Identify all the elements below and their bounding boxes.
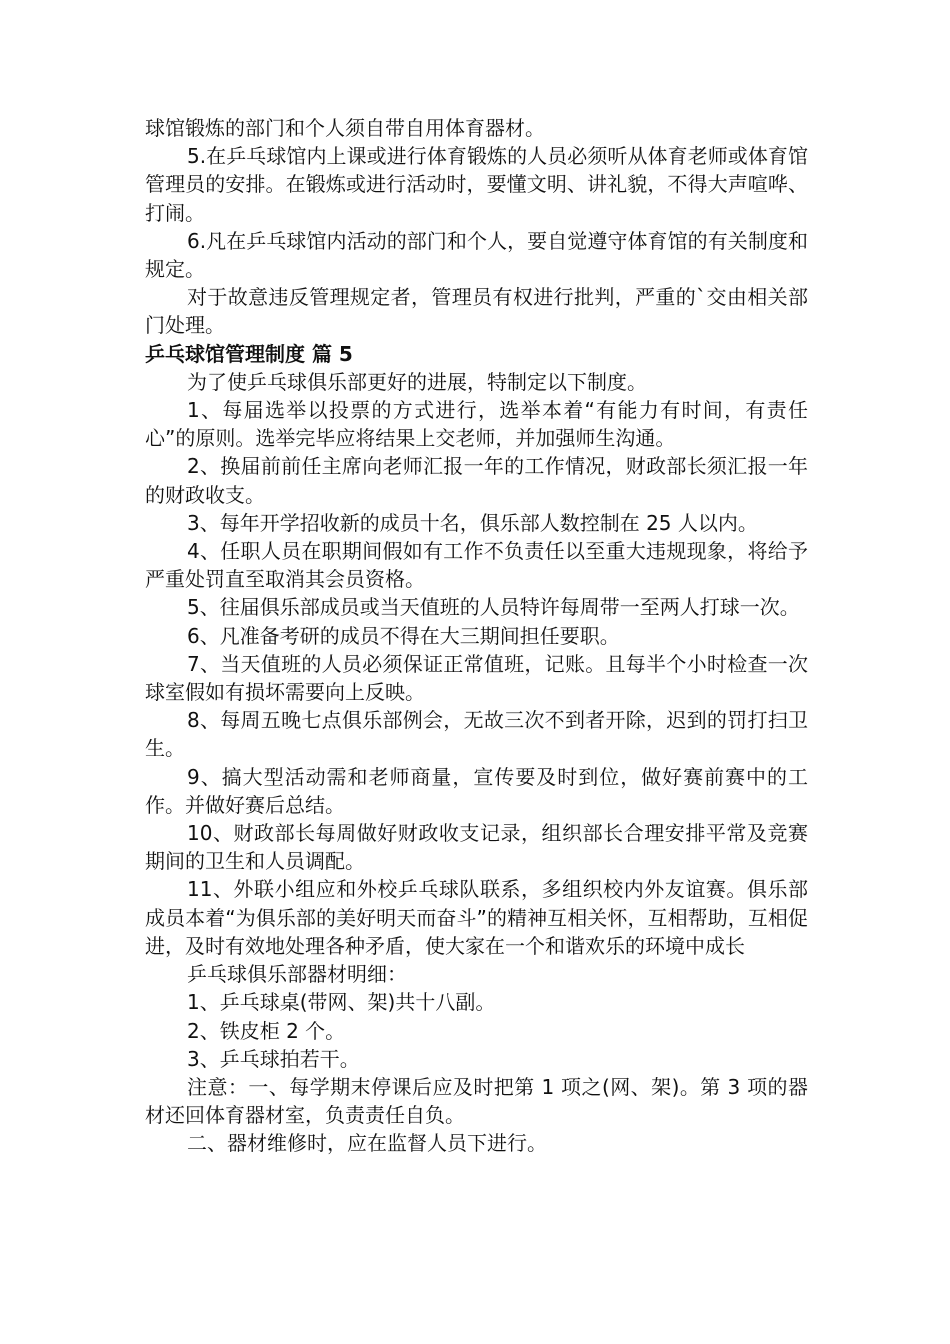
paragraph: 5.在乒乓球馆内上课或进行体育锻炼的人员必须听从体育老师或体育馆管理员的安排。在锻炼或进行活动时，要懂文明、讲礼貌，不得大声喧哗、打闹。 bbox=[145, 144, 808, 225]
paragraph: 6、凡准备考研的成员不得在大三期间担任要职。 bbox=[187, 623, 620, 648]
paragraph: 11、外联小组应和外校乒乓球队联系，多组织校内外友谊赛。俱乐部成员本着“为俱乐部的美好明天而奋斗”的精神互相关怀，互相帮助，互相促进，及时有效地处理各种矛盾，使大家在一个和谐欢乐的环境中成长 bbox=[145, 877, 808, 958]
section-heading: 乒乓球馆管理制度 篇 5 bbox=[145, 341, 353, 366]
document-page bbox=[145, 114, 808, 1158]
paragraph: 2、铁皮柜 2 个。 bbox=[187, 1018, 346, 1043]
paragraph: 3、每年开学招收新的成员十名，俱乐部人数控制在 25 人以内。 bbox=[187, 510, 758, 535]
paragraph: 二、器材维修时，应在监督人员下进行。 bbox=[187, 1131, 547, 1156]
paragraph: 10、财政部长每周做好财政收支记录，组织部长合理安排平常及竞赛期间的卫生和人员调配。 bbox=[145, 821, 808, 874]
paragraph: 球馆锻炼的部门和个人须自带自用体育器材。 bbox=[145, 116, 545, 140]
paragraph: 对于故意违反管理规定者，管理员有权进行批判，严重的`交由相关部门处理。 bbox=[145, 285, 808, 338]
paragraph: 为了使乒乓球俱乐部更好的进展，特制定以下制度。 bbox=[187, 369, 647, 394]
paragraph: 5、往届俱乐部成员或当天值班的人员特许每周带一至两人打球一次。 bbox=[187, 595, 800, 620]
paragraph: 乒乓球俱乐部器材明细： bbox=[187, 962, 407, 987]
paragraph: 9、搞大型活动需和老师商量，宣传要及时到位，做好赛前赛中的工作。并做好赛后总结。 bbox=[145, 764, 808, 817]
paragraph: 4、任职人员在职期间假如有工作不负责任以至重大违规现象，将给予严重处罚直至取消其会员资格。 bbox=[145, 539, 808, 592]
paragraph: 8、每周五晚七点俱乐部例会，无故三次不到者开除，迟到的罚打扫卫生。 bbox=[145, 708, 808, 761]
paragraph: 1、每届选举以投票的方式进行，选举本着“有能力有时间，有责任心”的原则。选举完毕应将结果上交老师，并加强师生沟通。 bbox=[145, 398, 808, 451]
paragraph: 6.凡在乒乓球馆内活动的部门和个人，要自觉遵守体育馆的有关制度和规定。 bbox=[145, 228, 808, 282]
paragraph: 2、换届前前任主席向老师汇报一年的工作情况，财政部长须汇报一年的财政收支。 bbox=[145, 454, 808, 507]
paragraph: 1、乒乓球桌(带网、架)共十八副。 bbox=[187, 990, 496, 1015]
paragraph: 注意：一、每学期末停课后应及时把第 1 项之(网、架)。第 3 项的器材还回体育器材室，负责责任自负。 bbox=[145, 1074, 808, 1128]
paragraph: 7、当天值班的人员必须保证正常值班，记账。且每半个小时检查一次球室假如有损坏需要向上反映。 bbox=[145, 651, 808, 705]
paragraph: 3、乒乓球拍若干。 bbox=[187, 1046, 360, 1071]
